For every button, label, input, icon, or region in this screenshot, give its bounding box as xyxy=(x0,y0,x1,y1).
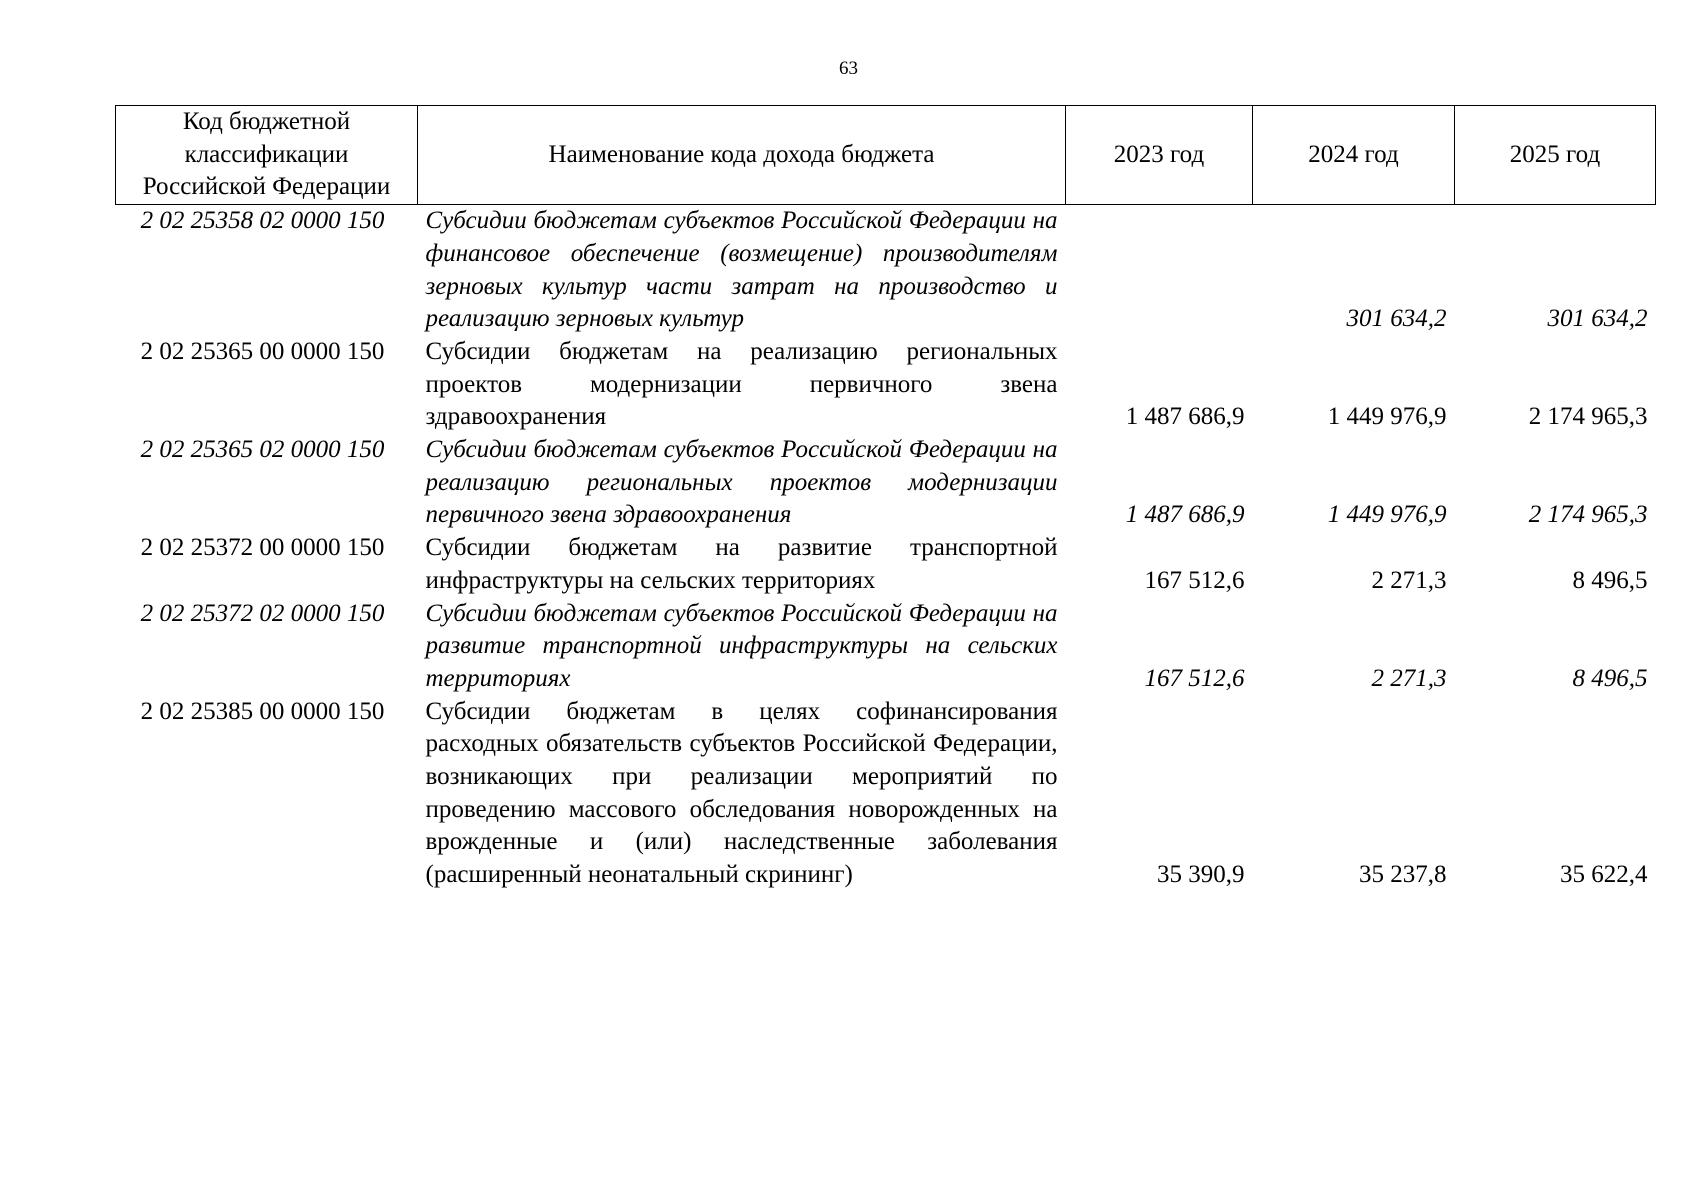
header-2024: 2024 год xyxy=(1253,106,1455,205)
header-2023: 2023 год xyxy=(1066,106,1253,205)
row-code: 2 02 25365 00 0000 150 xyxy=(140,337,385,365)
row-value-2025: 8 496,5 xyxy=(1572,664,1648,692)
row-name: Субсидии бюджетам на реализацию региональных проектов модернизации первичного звена здравоохранения xyxy=(425,337,1058,431)
row-name: Субсидии бюджетам субъектов Российской Федерации на реализацию региональных проектов модернизации первичного звена здравоохранения xyxy=(425,436,1058,529)
table-row xyxy=(116,532,1656,597)
row-value-2025: 8 496,5 xyxy=(1572,566,1648,594)
row-value-2025: 2 174 965,3 xyxy=(1528,501,1648,529)
row-value-2025: 35 622,4 xyxy=(1560,861,1648,889)
table-row xyxy=(116,434,1656,532)
row-name: Субсидии бюджетам на развитие транспортной инфраструктуры на сельских территориях xyxy=(425,534,1058,594)
row-value-2023: 1 487 686,9 xyxy=(1125,403,1245,431)
row-code: 2 02 25365 02 0000 150 xyxy=(140,436,385,464)
row-value-2023: 167 512,6 xyxy=(1144,566,1245,594)
row-code: 2 02 25385 00 0000 150 xyxy=(140,697,385,725)
table-row xyxy=(116,598,1656,696)
row-value-2024: 1 449 976,9 xyxy=(1327,403,1447,431)
page-number: 63 xyxy=(839,58,858,79)
row-value-2023: 35 390,9 xyxy=(1157,861,1245,889)
row-value-2024: 2 271,3 xyxy=(1371,664,1447,692)
row-value-2025: 301 634,2 xyxy=(1547,305,1648,333)
row-code: 2 02 25358 02 0000 150 xyxy=(140,207,385,235)
table-row xyxy=(116,205,1656,336)
row-name: Субсидии бюджетам субъектов Российской Федерации на финансовое обеспечение (возмещение) производителям зерновых культур части затрат на производство и реализацию зерновых культур xyxy=(425,207,1058,333)
row-value-2025: 2 174 965,3 xyxy=(1528,403,1648,431)
header-2025: 2025 год xyxy=(1455,106,1656,205)
table-row xyxy=(116,696,1656,892)
table-row xyxy=(116,336,1656,434)
row-name: Субсидии бюджетам в целях софинансирования расходных обязательств субъектов Российской Федерации, возникающих при реализации мероприятий по проведению массового обследования новорожденных на врожденные и (или) наследственные заболевания (расширенный неонатальный скрининг) xyxy=(425,697,1058,889)
header-name: Наименование кода дохода бюджета xyxy=(418,106,1066,205)
table-header-row xyxy=(116,106,1656,205)
row-value-2023 xyxy=(1066,205,1253,336)
row-value-2023: 1 487 686,9 xyxy=(1125,501,1245,529)
row-value-2024: 1 449 976,9 xyxy=(1327,501,1447,529)
header-code: Код бюджетной классификации Российской Федерации xyxy=(116,106,418,205)
row-value-2024: 2 271,3 xyxy=(1371,566,1447,594)
budget-revenue-table xyxy=(115,105,1656,892)
table-header xyxy=(116,106,1656,205)
row-value-2023: 167 512,6 xyxy=(1144,664,1245,692)
row-code: 2 02 25372 00 0000 150 xyxy=(140,534,385,562)
row-value-2024: 301 634,2 xyxy=(1346,305,1447,333)
row-code: 2 02 25372 02 0000 150 xyxy=(140,599,385,627)
row-value-2024: 35 237,8 xyxy=(1359,861,1447,889)
row-name: Субсидии бюджетам субъектов Российской Федерации на развитие транспортной инфраструктуры на сельских территориях xyxy=(425,599,1058,692)
table-body xyxy=(116,205,1656,892)
